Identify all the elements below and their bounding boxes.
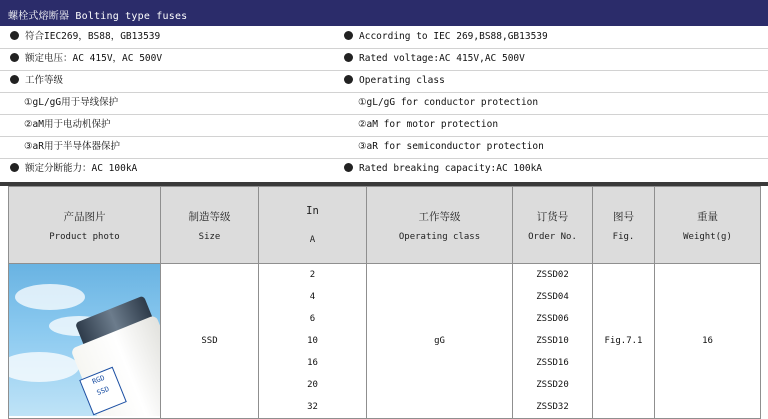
product-photo [9,264,161,419]
product-table [8,186,761,419]
spec-row [0,48,768,71]
spec-cn: 额定电压：AC 415V，AC 500V [25,53,163,64]
col-class-header: 工作等级 Operating class [367,187,513,264]
current-value: 16 [307,358,318,368]
col-photo-header: 产品图片 Product photo [9,187,161,264]
title-bar [0,0,768,26]
spec-cn: 额定分断能力：AC 100kA [25,163,138,174]
spec-row [0,70,768,93]
fuse-photo [9,264,160,416]
bullet-icon [10,75,19,84]
spec-cn: ③aR用于半导体器保护 [24,141,120,152]
spec-row [0,26,768,49]
spec-cn: ①gL/gG用于导线保护 [24,97,119,108]
spec-cn: ②aM用于电动机保护 [24,119,111,130]
spec-en: ③aR for semiconductor protection [358,141,544,152]
spec-en: Rated breaking capacity:AC 100kA [359,163,543,174]
bullet-icon [344,163,353,172]
col-weight-header: 重量 Weight(g) [655,187,761,264]
fig-cell: Fig.7.1 [593,264,655,419]
order-number: ZSSD02 [536,270,569,280]
spec-en: Operating class [359,75,445,86]
current-cell [259,264,367,419]
current-value: 4 [309,292,316,302]
bullet-icon [344,31,353,40]
order-number: ZSSD04 [536,292,569,302]
table-row [9,264,761,419]
order-cell [513,264,593,419]
order-number: ZSSD20 [536,380,569,390]
col-fig-header: 图号 Fig. [593,187,655,264]
page-title: 螺栓式熔断器 Bolting type fuses [8,11,188,22]
class-cell: gG [367,264,513,419]
spec-row [0,136,768,159]
current-value: 6 [309,314,316,324]
order-number: ZSSD10 [536,336,569,346]
bullet-icon [344,53,353,62]
spec-cn: 符合IEC269，BS88，GB13539 [25,31,161,42]
bullet-icon [10,163,19,172]
spec-row [0,114,768,137]
order-number: ZSSD06 [536,314,569,324]
spec-cn: 工作等级 [25,75,64,86]
table-header-row [9,187,761,264]
spec-en: ②aM for motor protection [358,119,499,130]
weight-cell: 16 [655,264,761,419]
spec-row [0,158,768,180]
bullet-icon [10,31,19,40]
bullet-icon [10,53,19,62]
spec-list [0,26,768,182]
order-number: ZSSD16 [536,358,569,368]
bullet-icon [344,75,353,84]
col-in-header: In A [259,187,367,264]
fuse-label: RGD SSD [79,367,127,416]
size-cell: SSD [161,264,259,419]
order-number: ZSSD32 [536,402,569,412]
current-value: 10 [307,336,318,346]
cloud-shape [9,352,79,382]
current-value: 20 [307,380,318,390]
current-value: 32 [307,402,318,412]
col-order-header: 订货号 Order No. [513,187,593,264]
current-value: 2 [309,270,316,280]
col-size-header: 制造等级 Size [161,187,259,264]
spec-en: Rated voltage:AC 415V,AC 500V [359,53,525,64]
spec-en: ①gL/gG for conductor protection [358,97,539,108]
spec-en: According to IEC 269,BS88,GB13539 [359,31,548,42]
spec-row [0,92,768,115]
cloud-shape [15,284,85,310]
